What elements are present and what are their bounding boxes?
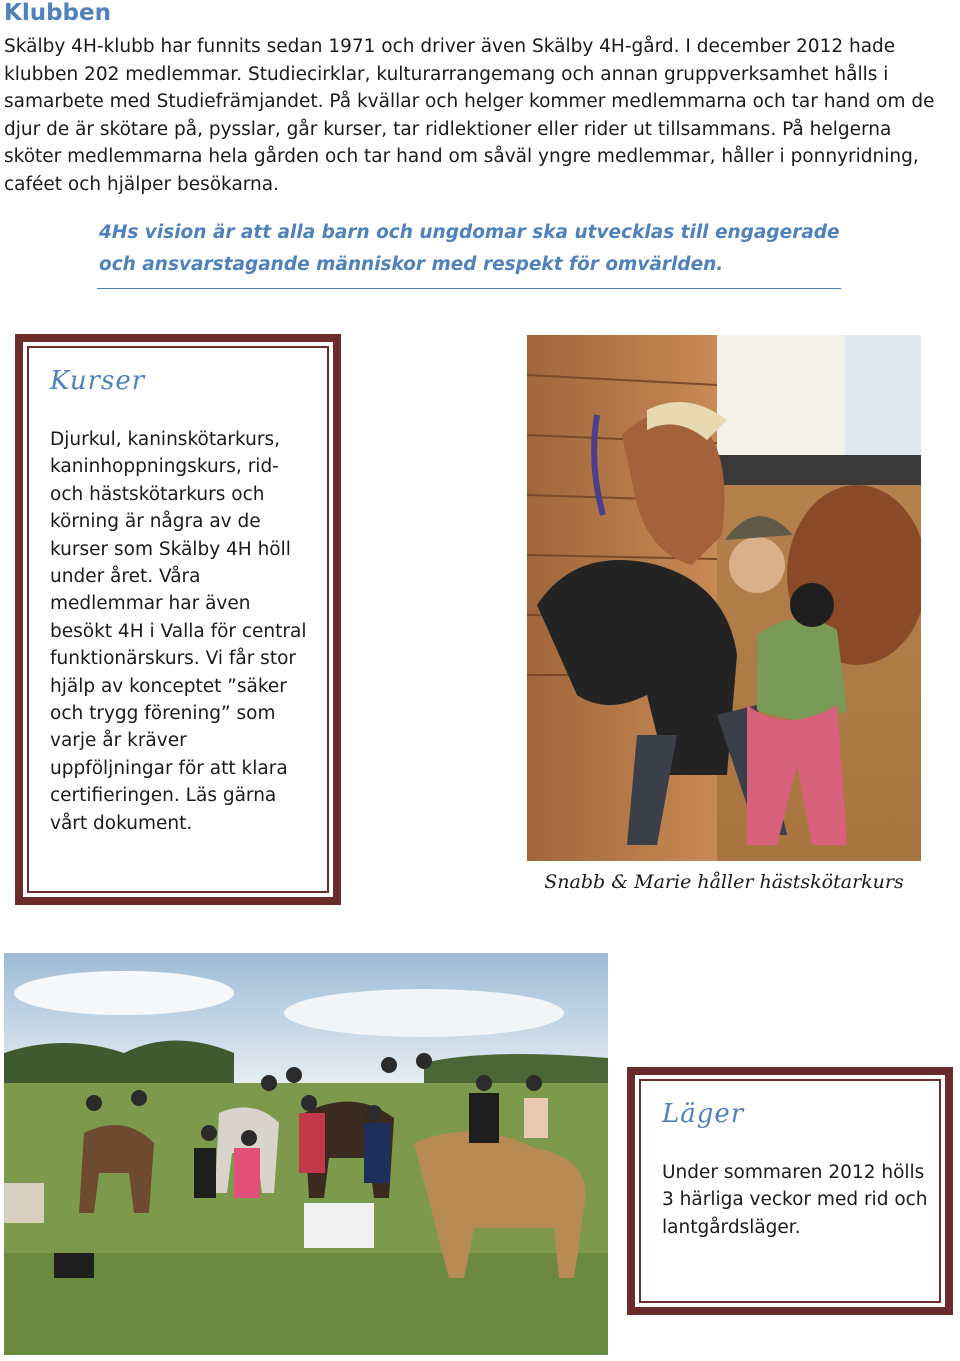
vision-quote: 4Hs vision är att alla barn och ungdomar ska utvecklas till engagerade och ansvarstagande människor med respekt för omvärlden. [99,222,840,275]
vision-divider [97,288,841,289]
lager-box [627,1067,953,1315]
lager-text: Under sommaren 2012 hölls 3 härliga veckor med rid och lantgårdsläger. [662,1162,928,1238]
pony-photo [527,335,921,861]
kurser-text: Djurkul, kaninskötarkurs, kaninhoppningskurs, rid- och hästskötarkurs och körning är några av de kurser som Skälby 4H höll under året. Våra medlemmar har även besökt 4H i Valla för central funktionärskurs. Vi får stor hjälp av konceptet ”säker och trygg förening” som varje år kräver uppföljningar för att klara certifieringen. Läs gärna vårt dokument. [50,429,307,834]
kurser-box [15,334,341,905]
section-title: Klubben [4,0,111,26]
lager-title: Läger [662,1099,745,1129]
group-photo [4,953,608,1355]
kurser-title: Kurser [50,366,146,396]
intro-paragraph: Skälby 4H-klubb har funnits sedan 1971 och driver även Skälby 4H-gård. I december 2012 hade klubben 202 medlemmar. Studiecirklar, kulturarrangemang och annan gruppverksamhet hålls i samarbete med Studiefrämjandet. På kvällar och helger kommer medlemmarna och tar hand om de djur de är skötare på, pysslar, går kurser, tar ridlektioner eller rider ut tillsammans. På helgerna sköter medlemmarna hela gården och tar hand om såväl yngre medlemmar, håller i ponnyridning, caféet och hjälper besökarna. [4,36,935,195]
pony-photo-caption: Snabb & Marie håller hästskötarkurs [544,871,904,893]
